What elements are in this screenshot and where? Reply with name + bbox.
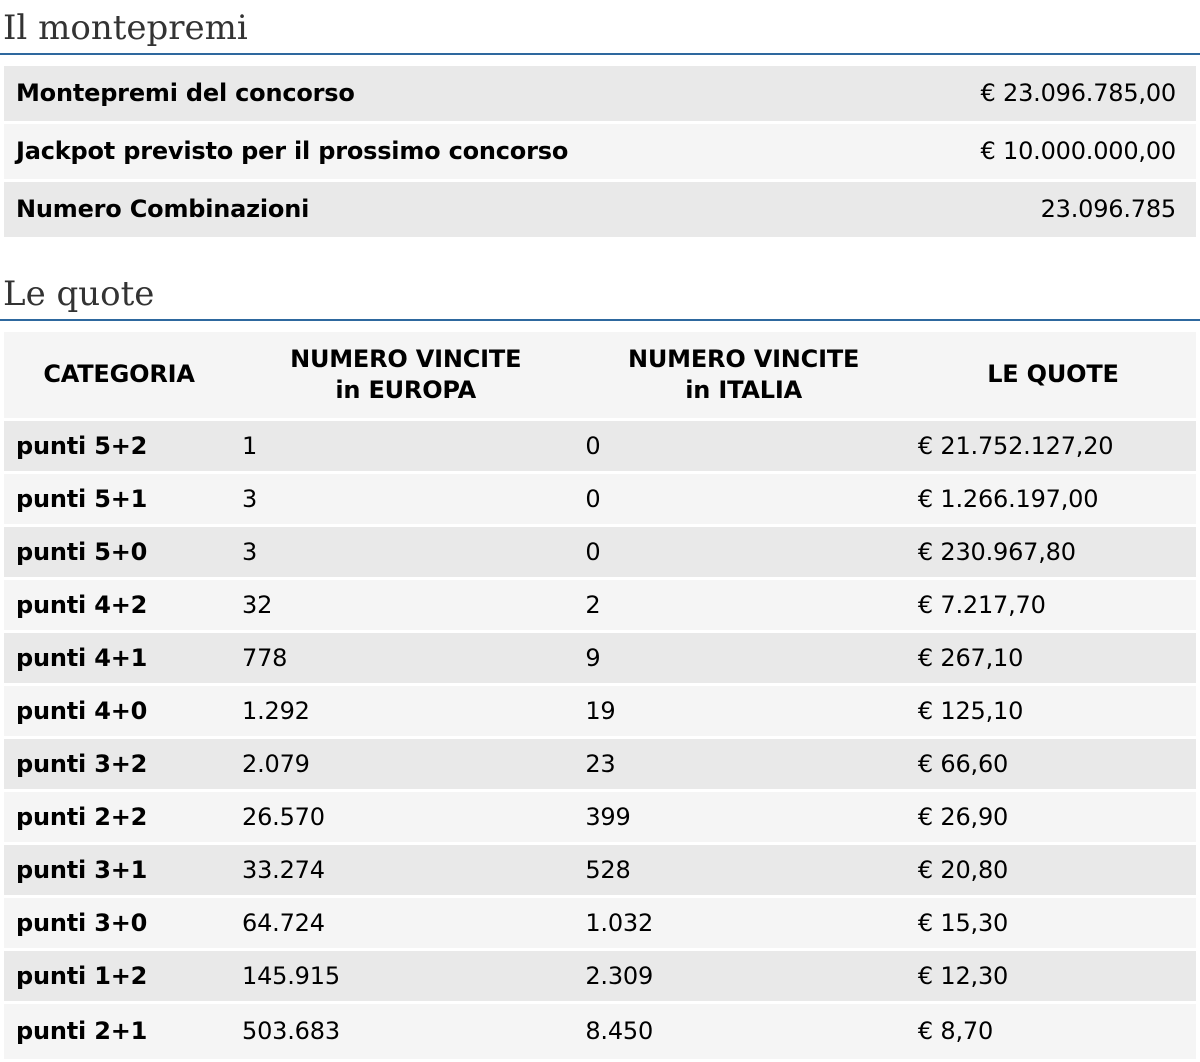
quote-row-categoria: punti 5+1 [4, 474, 234, 524]
montepremi-section [0, 8, 1200, 240]
quote-row [4, 474, 1196, 524]
montepremi-table-body [4, 66, 1196, 237]
quote-row [4, 527, 1196, 577]
quote-row-categoria: punti 5+0 [4, 527, 234, 577]
quote-row-categoria: punti 5+2 [4, 421, 234, 471]
quote-row-quota: € 230.967,80 [910, 527, 1196, 577]
page [0, 8, 1200, 1062]
quote-row-vincite-europa: 503.683 [234, 1004, 577, 1059]
quote-row-quota: € 12,30 [910, 951, 1196, 1001]
quote-row-vincite-italia: 23 [577, 739, 910, 789]
quote-row [4, 686, 1196, 736]
quote-row-categoria: punti 4+0 [4, 686, 234, 736]
quote-row-vincite-italia: 399 [577, 792, 910, 842]
montepremi-title: Il montepremi [0, 8, 1200, 55]
quote-row-quota: € 15,30 [910, 898, 1196, 948]
montepremi-row-value: 23.096.785 [712, 182, 1196, 237]
montepremi-row-value: € 23.096.785,00 [712, 66, 1196, 121]
montepremi-row-label: Jackpot previsto per il prossimo concorso [4, 124, 712, 179]
column-header-le-quote [910, 332, 1196, 418]
quote-row-quota: € 66,60 [910, 739, 1196, 789]
quote-row-categoria: punti 2+1 [4, 1004, 234, 1059]
quote-row-quota: € 267,10 [910, 633, 1196, 683]
column-header-vincite-europa [234, 332, 577, 418]
quote-row-vincite-italia: 8.450 [577, 1004, 910, 1059]
quote-row-categoria: punti 4+1 [4, 633, 234, 683]
quote-title: Le quote [0, 274, 1200, 321]
quote-row-quota: € 1.266.197,00 [910, 474, 1196, 524]
quote-row-vincite-europa: 1 [234, 421, 577, 471]
quote-row-categoria: punti 4+2 [4, 580, 234, 630]
montepremi-row [4, 182, 1196, 237]
quote-row [4, 951, 1196, 1001]
quote-row [4, 739, 1196, 789]
quote-row-categoria: punti 2+2 [4, 792, 234, 842]
quote-row-vincite-italia: 1.032 [577, 898, 910, 948]
quote-table [4, 329, 1196, 1062]
montepremi-row-label: Montepremi del concorso [4, 66, 712, 121]
quote-row-quota: € 21.752.127,20 [910, 421, 1196, 471]
quote-row-vincite-europa: 33.274 [234, 845, 577, 895]
montepremi-row-value: € 10.000.000,00 [712, 124, 1196, 179]
quote-row-quota: € 20,80 [910, 845, 1196, 895]
quote-row [4, 421, 1196, 471]
quote-row-vincite-italia: 0 [577, 527, 910, 577]
quote-row [4, 1004, 1196, 1059]
column-header-label: CATEGORIA [43, 360, 195, 389]
quote-table-header [4, 332, 1196, 418]
quote-row-vincite-europa: 64.724 [234, 898, 577, 948]
quote-table-body [4, 421, 1196, 1059]
column-header-label: NUMERO VINCITE [628, 344, 860, 373]
quote-row-categoria: punti 3+1 [4, 845, 234, 895]
quote-row [4, 633, 1196, 683]
quote-row-vincite-europa: 3 [234, 474, 577, 524]
quote-row-vincite-italia: 0 [577, 474, 910, 524]
quote-row-vincite-italia: 2 [577, 580, 910, 630]
quote-row-vincite-europa: 778 [234, 633, 577, 683]
quote-row [4, 898, 1196, 948]
quote-row-vincite-italia: 19 [577, 686, 910, 736]
quote-row-vincite-europa: 32 [234, 580, 577, 630]
montepremi-row [4, 124, 1196, 179]
quote-row-quota: € 7.217,70 [910, 580, 1196, 630]
montepremi-row-label: Numero Combinazioni [4, 182, 712, 237]
column-header-label: NUMERO VINCITE [290, 344, 522, 373]
quote-row-vincite-italia: 2.309 [577, 951, 910, 1001]
quote-row-vincite-europa: 26.570 [234, 792, 577, 842]
quote-row-quota: € 125,10 [910, 686, 1196, 736]
quote-row-vincite-italia: 528 [577, 845, 910, 895]
montepremi-row [4, 66, 1196, 121]
quote-row [4, 845, 1196, 895]
quote-section [0, 274, 1200, 1062]
quote-row-quota: € 26,90 [910, 792, 1196, 842]
quote-row-categoria: punti 3+2 [4, 739, 234, 789]
quote-row-vincite-europa: 2.079 [234, 739, 577, 789]
quote-row-vincite-europa: 3 [234, 527, 577, 577]
quote-row-vincite-italia: 0 [577, 421, 910, 471]
montepremi-table [4, 63, 1196, 240]
quote-row-vincite-europa: 1.292 [234, 686, 577, 736]
column-header-categoria [4, 332, 234, 418]
column-header-sublabel: in EUROPA [335, 375, 476, 404]
column-header-sublabel: in ITALIA [685, 375, 802, 404]
quote-row [4, 580, 1196, 630]
quote-row-categoria: punti 1+2 [4, 951, 234, 1001]
quote-row [4, 792, 1196, 842]
column-header-vincite-italia [577, 332, 910, 418]
quote-row-vincite-europa: 145.915 [234, 951, 577, 1001]
quote-header-row [4, 332, 1196, 418]
quote-row-categoria: punti 3+0 [4, 898, 234, 948]
quote-row-quota: € 8,70 [910, 1004, 1196, 1059]
column-header-label: LE QUOTE [987, 360, 1119, 389]
quote-row-vincite-italia: 9 [577, 633, 910, 683]
